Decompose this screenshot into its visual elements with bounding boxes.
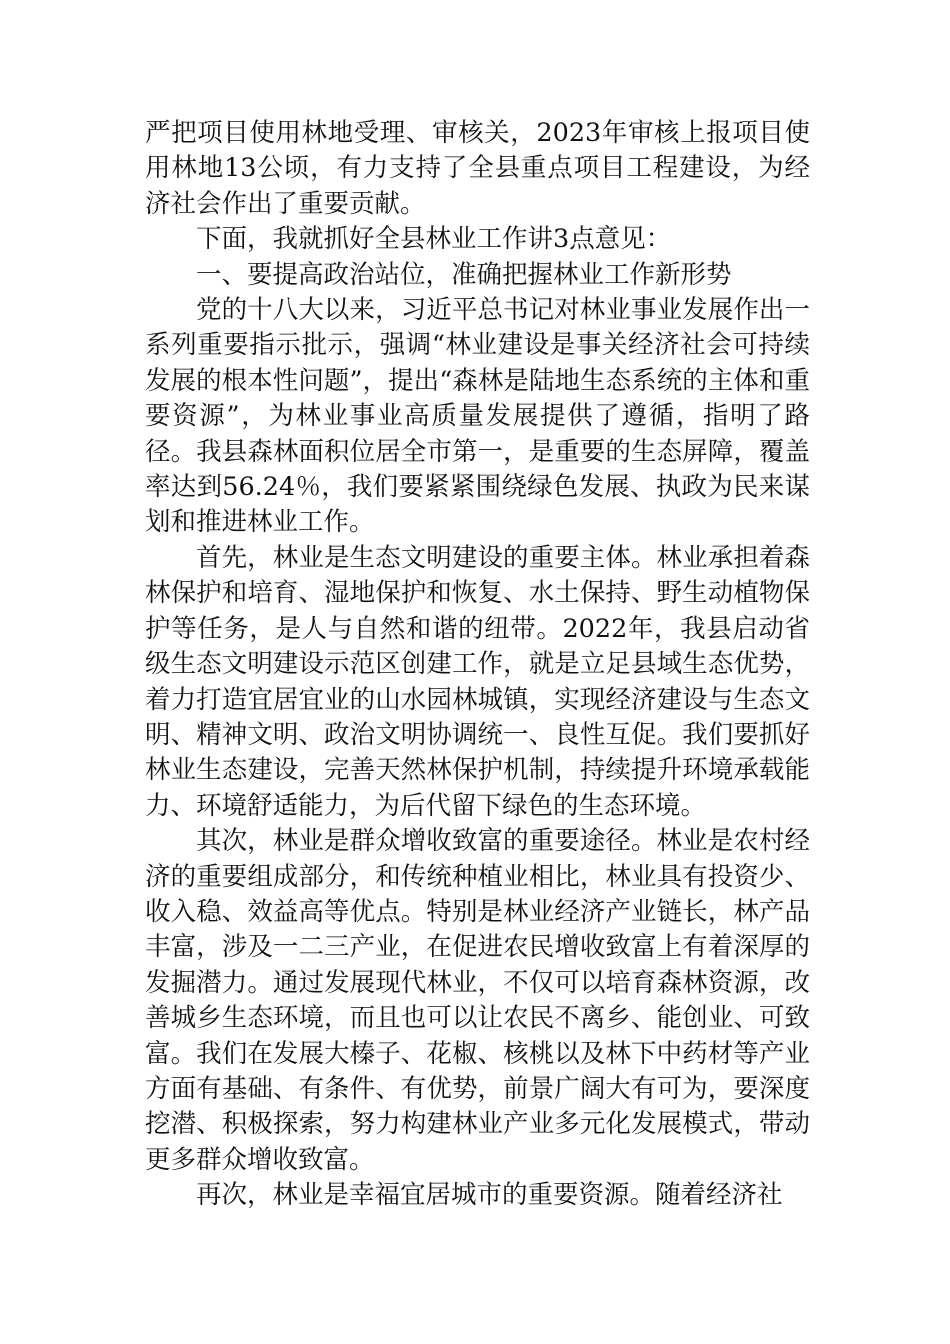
document-body — [145, 116, 810, 1214]
section-heading: 一、要提高政治站位，准确把握林业工作新形势 — [196, 259, 732, 290]
paragraph-third: 再次，林业是幸福宜居城市的重要资源。随着经济社 — [196, 1180, 783, 1211]
paragraph-party-congress: 党的十八大以来，习近平总书记对林业事业发展作出一系列重要指示批示，强调“林业建设是事关经济社会可持续发展的根本性问题”，提出“森林是陆地生态系统的主体和重要资源”，为林业事业高质量发展提供了遵循，指明了路径。我县森林面积位居全市第一，是重要的生态屏障，覆盖率达到56.24％，我们要紧紧围绕绿色发展、执政为民来谋划和推进林业工作。 — [145, 295, 810, 538]
paragraph-intro: 下面，我就抓好全县林业工作讲3点意见： — [196, 224, 672, 255]
paragraph-first: 首先，林业是生态文明建设的重要主体。林业承担着森林保护和培育、湿地保护和恢复、水土保持、野生动植物保护等任务，是人与自然和谐的纽带。2022年，我县启动省级生态文明建设示范区创建工作，就是立足县域生态优势，着力打造宜居宜业的山水园林城镇，实现经济建设与生态文明、精神文明、政治文明协调统一、良性互促。我们要抓好林业生态建设，完善天然林保护机制，持续提升环境承载能力、环境舒适能力，为后代留下绿色的生态环境。 — [145, 542, 810, 821]
paragraph-continuation: 严把项目使用林地受理、审核关，2023年审核上报项目使用林地13公顷，有力支持了全县重点项目工程建设，为经济社会作出了重要贡献。 — [145, 118, 810, 219]
paragraph-second: 其次，林业是群众增收致富的重要途径。林业是农村经济的重要组成部分，和传统种植业相比，林业具有投资少、收入稳、效益高等优点。特别是林业经济产业链长，林产品丰富，涉及一二三产业，在促进农民增收致富上有着深厚的发掘潜力。通过发展现代林业，不仅可以培育森林资源，改善城乡生态环境，而且也可以让农民不离乡、能创业、可致富。我们在发展大榛子、花椒、核桃以及林下中药材等产业方面有基础、有条件、有优势，前景广阔大有可为，要深度挖潜、积极探索，努力构建林业产业多元化发展模式，带动更多群众增收致富。 — [145, 826, 810, 1175]
